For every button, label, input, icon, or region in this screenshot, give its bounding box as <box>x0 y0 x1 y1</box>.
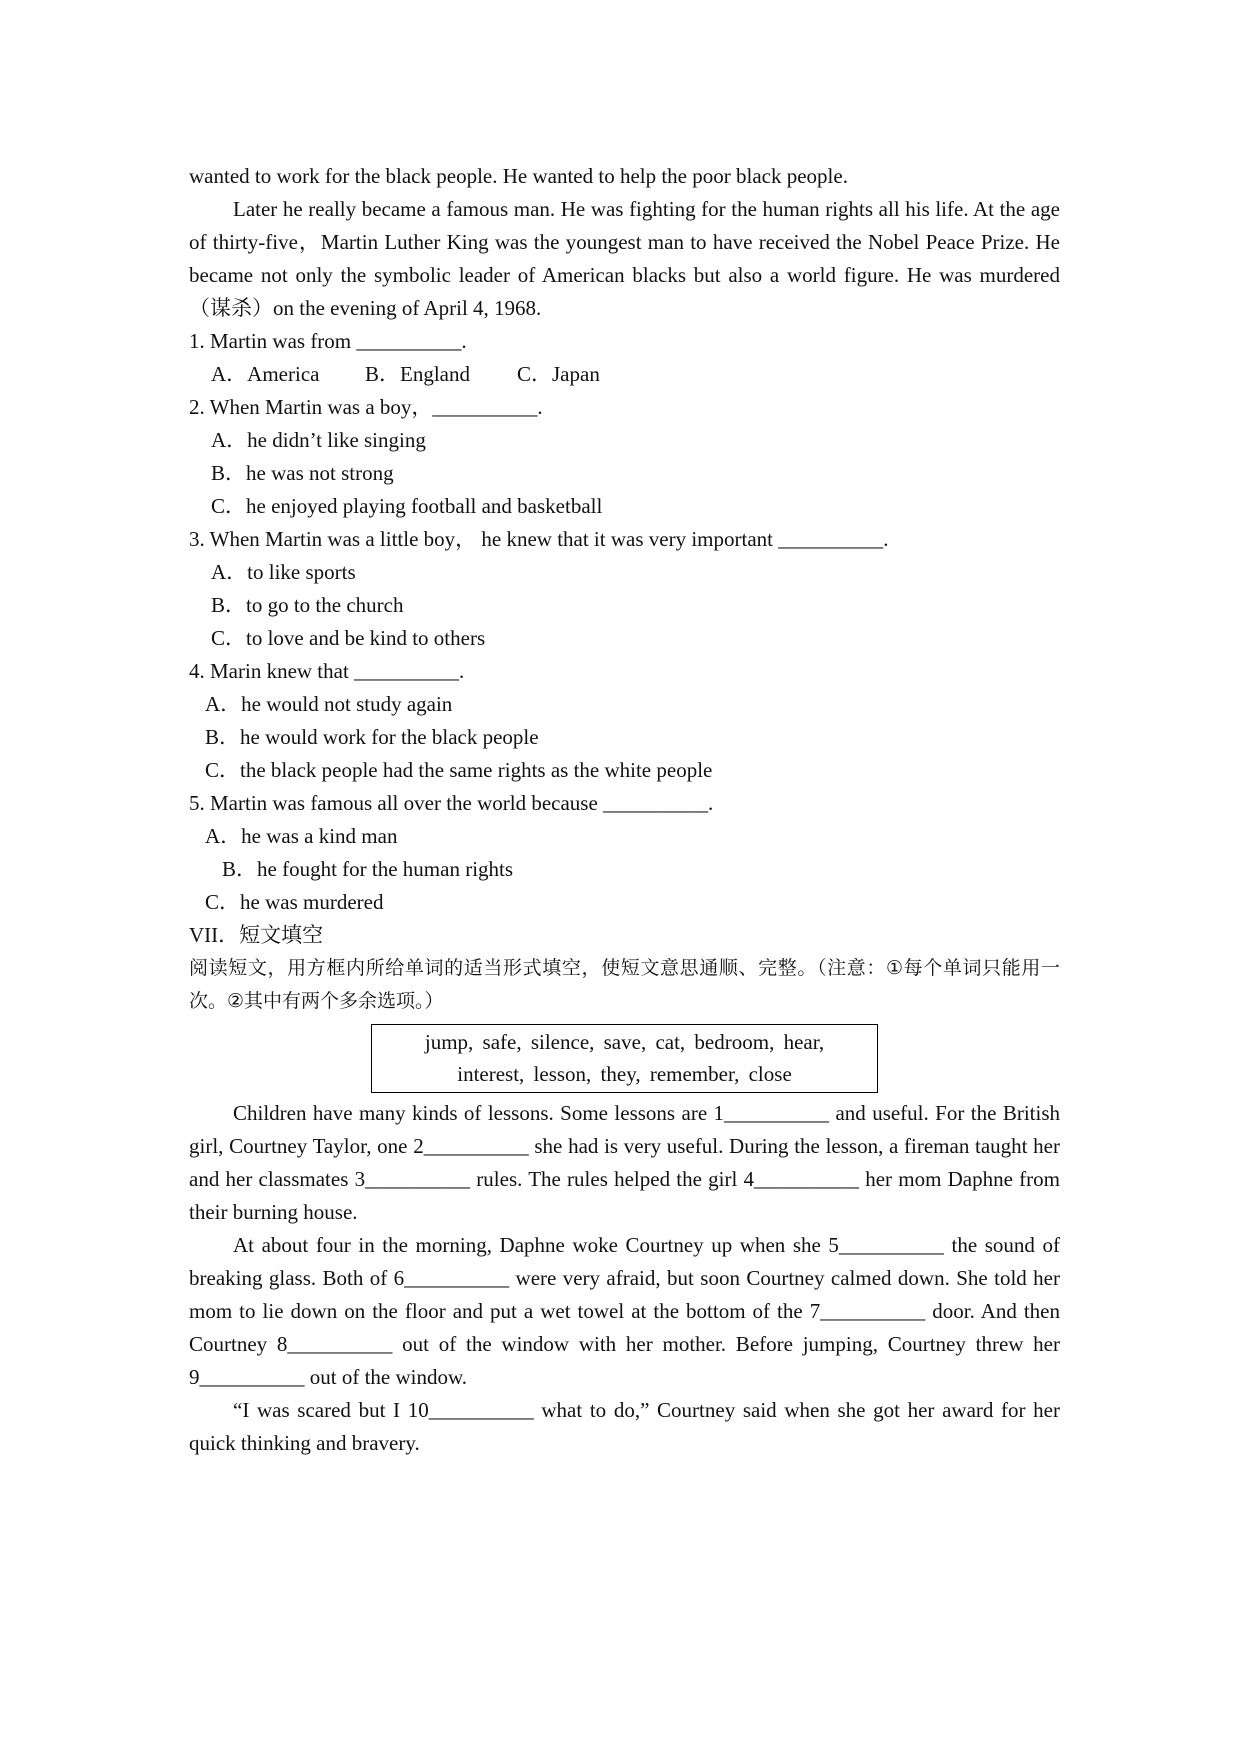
option-c: C．he was murdered <box>205 890 384 914</box>
option-b: B．he fought for the human rights <box>222 857 514 881</box>
passage-line: wanted to work for the black people. He wanted to help the poor black people. <box>189 164 848 188</box>
question-2-stem: 2. When Martin was a boy，__________. <box>189 395 543 419</box>
section-instruction: 阅读短文，用方框内所给单词的适当形式填空，使短文意思通顺、完整。（注意：①每个单词只能用一次。②其中有两个多余选项。） <box>189 957 1060 1012</box>
question-3-stem: 3. When Martin was a little boy， he knew that it was very important __________. <box>189 527 889 551</box>
question-5-stem: 5. Martin was famous all over the world because __________. <box>189 791 714 815</box>
word-box <box>371 1024 878 1093</box>
option-b: B．he was not strong <box>211 461 394 485</box>
cloze-paragraph-2: At about four in the morning, Daphne woke Courtney up when she 5__________ the sound of breaking glass. Both of 6__________ were very afraid, but soon Courtney calmed down. She told her mom to lie down on the floor and put a wet towel at the bottom of the 7__________ door. And then Courtney 8__________ out of the window with her mother. Before jumping, Courtney threw her 9__________ out of the window. <box>189 1233 1060 1389</box>
option-c: C．he enjoyed playing football and basketball <box>211 494 603 518</box>
option-c: C．Japan <box>517 362 600 386</box>
option-b: B．to go to the church <box>211 593 404 617</box>
option-a: A．America <box>211 362 320 386</box>
option-a: A．to like sports <box>211 560 356 584</box>
cloze-paragraph-1: Children have many kinds of lessons. Some lessons are 1__________ and useful. For the British girl, Courtney Taylor, one 2__________ she had is very useful. During the lesson, a fireman taught her and her classmates 3__________ rules. The rules helped the girl 4__________ her mom Daphne from their burning house. <box>189 1101 1060 1224</box>
question-1-stem: 1. Martin was from __________. <box>189 329 467 353</box>
passage-paragraph: Later he really became a famous man. He was fighting for the human rights all his life. At the age of thirty-five，Martin Luther King was the youngest man to have received the Nobel Peace Prize. He became not only the symbolic leader of American blacks but also a world figure. He was murdered（谋杀）on the evening of April 4, 1968. <box>189 197 1060 320</box>
word-box-line: jump, safe, silence, save, cat, bedroom, hear, <box>424 1030 825 1054</box>
option-a: A．he didn’t like singing <box>211 428 426 452</box>
question-4-stem: 4. Marin knew that __________. <box>189 659 465 683</box>
word-box-line: interest, lesson, they, remember, close <box>457 1062 792 1086</box>
option-c: C．to love and be kind to others <box>211 626 486 650</box>
cloze-paragraph-3: “I was scared but I 10__________ what to do,” Courtney said when she got her award for her quick thinking and bravery. <box>189 1398 1060 1455</box>
option-c: C．the black people had the same rights as the white people <box>205 758 713 782</box>
question-1-options <box>189 358 1060 391</box>
option-a: A．he was a kind man <box>205 824 398 848</box>
document-content <box>189 160 1060 1460</box>
section-heading: VII．短文填空 <box>189 923 324 947</box>
option-a: A．he would not study again <box>205 692 453 716</box>
option-b: B．he would work for the black people <box>205 725 539 749</box>
option-b: B．England <box>365 362 470 386</box>
